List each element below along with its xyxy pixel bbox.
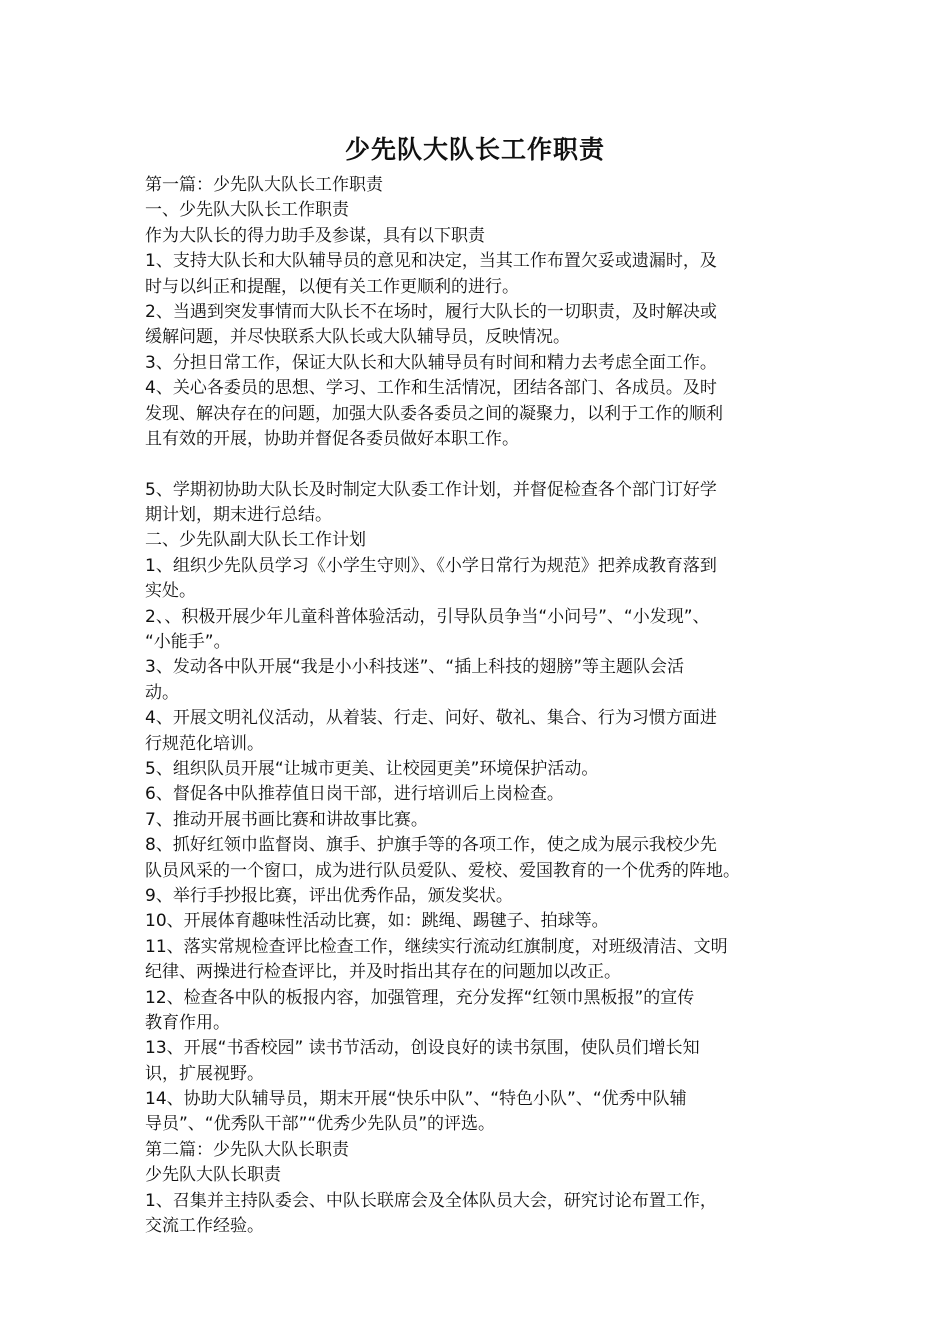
text-line: 1、组织少先队员学习《小学生守则》、《小学日常行为规范》把养成教育落到 xyxy=(145,555,717,576)
text-line: 行规范化培训。 xyxy=(145,733,264,754)
text-line: 少先队大队长职责 xyxy=(145,1165,281,1186)
text-line: 作为大队长的得力助手及参谋，具有以下职责 xyxy=(145,225,485,246)
text-line: 5、学期初协助大队长及时制定大队委工作计划，并督促检查各个部门订好学 xyxy=(145,479,717,500)
text-line: 1、支持大队长和大队辅导员的意见和决定，当其工作布置欠妥或遗漏时，及 xyxy=(145,251,717,272)
text-line: 教育作用。 xyxy=(145,1012,230,1033)
text-line: 动。 xyxy=(145,682,179,703)
text-line: 8、抓好红领巾监督岗、旗手、护旗手等的各项工作，使之成为展示我校少先 xyxy=(145,835,717,856)
text-line: 10、开展体育趣味性活动比赛，如：跳绳、踢毽子、拍球等。 xyxy=(145,911,609,932)
text-line: 实处。 xyxy=(145,581,196,602)
text-line: 导员”、“优秀队干部”“优秀少先队员”的评选。 xyxy=(145,1114,496,1135)
text-line: 且有效的开展，协助并督促各委员做好本职工作。 xyxy=(145,428,519,449)
text-line: 交流工作经验。 xyxy=(145,1216,264,1237)
text-line: 纪律、两操进行检查评比，并及时指出其存在的问题加以改正。 xyxy=(145,962,621,983)
text-line: 二、少先队副大队长工作计划 xyxy=(145,530,366,551)
text-line: 1、召集并主持队委会、中队长联席会及全体队员大会，研究讨论布置工作， xyxy=(145,1190,717,1211)
text-line: 6、督促各中队推荐值日岗干部，进行培训后上岗检查。 xyxy=(145,784,564,805)
text-line: 4、关心各委员的思想、学习、工作和生活情况，团结各部门、各成员。及时 xyxy=(145,378,717,399)
text-line: 13、开展“书香校园” 读书节活动，创设良好的读书氛围，使队员们增长知 xyxy=(145,1038,700,1059)
text-line: “小能手”。 xyxy=(145,632,231,653)
text-line: 识，扩展视野。 xyxy=(145,1063,264,1084)
text-line: 14、协助大队辅导员，期末开展“快乐中队”、“特色小队”、“优秀中队辅 xyxy=(145,1089,687,1110)
text-line: 缓解问题，并尽快联系大队长或大队辅导员，反映情况。 xyxy=(145,327,570,348)
text-line: 2、当遇到突发事情而大队长不在场时，履行大队长的一切职责，及时解决或 xyxy=(145,301,717,322)
blank-line xyxy=(145,452,835,477)
text-line: 发现、解决存在的问题，加强大队委各委员之间的凝聚力，以利于工作的顺利 xyxy=(145,403,723,424)
text-line: 一、少先队大队长工作职责 xyxy=(145,200,349,221)
text-line: 期计划，期末进行总结。 xyxy=(145,505,332,526)
text-line: 时与以纠正和提醒，以便有关工作更顺利的进行。 xyxy=(145,276,519,297)
text-line: 11、落实常规检查评比检查工作，继续实行流动红旗制度，对班级清洁、文明 xyxy=(145,936,728,957)
text-line: 5、组织队员开展“让城市更美、让校园更美”环境保护活动。 xyxy=(145,758,599,779)
text-line: 4、开展文明礼仪活动，从着装、行走、问好、敬礼、集合、行为习惯方面进 xyxy=(145,708,717,729)
text-line: 7、推动开展书画比赛和讲故事比赛。 xyxy=(145,809,428,830)
text-line: 2、、积极开展少年儿童科普体验活动，引导队员争当“小问号”、“小发现”、 xyxy=(145,606,710,627)
text-line: 12、检查各中队的板报内容，加强管理，充分发挥“红领巾黑板报”的宣传 xyxy=(145,987,695,1008)
text-line: 3、发动各中队开展“我是小小科技迷”、“插上科技的翅膀”等主题队会活 xyxy=(145,657,685,678)
text-line: 队员风采的一个窗口，成为进行队员爱队、爱校、爱国教育的一个优秀的阵地。 xyxy=(145,860,740,881)
text-line: 9、举行手抄报比赛，评出优秀作品，颁发奖状。 xyxy=(145,885,513,906)
text-line: 第一篇：少先队大队长工作职责 xyxy=(145,175,383,195)
text-line: 3、分担日常工作，保证大队长和大队辅导员有时间和精力去考虑全面工作。 xyxy=(145,352,717,373)
text-line: 第二篇：少先队大队长职责 xyxy=(145,1139,349,1160)
document-title: 少先队大队长工作职责 xyxy=(344,135,605,164)
document-body xyxy=(145,173,835,1239)
